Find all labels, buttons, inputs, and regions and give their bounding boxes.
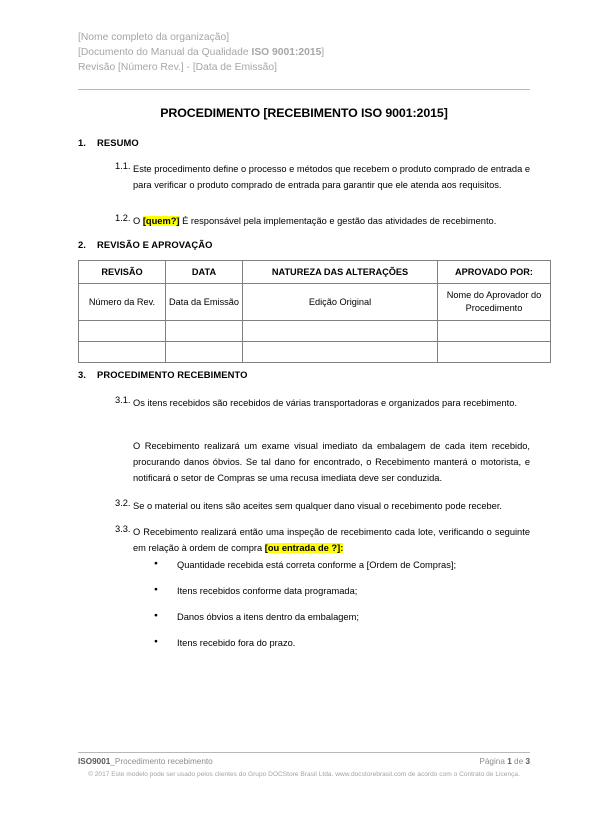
footer-page-current: 1 xyxy=(507,757,512,766)
item-1-2-number: 1.2. xyxy=(115,213,131,223)
footer-doc-code: ISO9001 xyxy=(78,757,111,766)
cell-revisao-2 xyxy=(79,321,166,342)
section-1-heading: RESUMO xyxy=(97,137,139,148)
section-3-number: 3. xyxy=(78,369,86,380)
page-title: PROCEDIMENTO [RECEBIMENTO ISO 9001:2015] xyxy=(160,106,448,120)
item-3-2-text: Se o material ou itens são aceites sem qualquer dano visual o recebimento pode receber. xyxy=(133,501,502,511)
cell-data-1: Data da Emissão xyxy=(166,284,243,321)
cell-aprovado-2 xyxy=(438,321,551,342)
item-3-3-text xyxy=(133,524,530,556)
item-1-2-post: É responsável pela implementação e gestão das atividades de recebimento. xyxy=(179,216,497,226)
item-3-1-number: 3.1. xyxy=(115,395,131,405)
table-row xyxy=(79,284,551,321)
cell-natureza-1: Edição Original xyxy=(243,284,438,321)
document-header xyxy=(78,30,530,75)
inspection-checklist xyxy=(152,558,512,662)
section-1-number: 1. xyxy=(78,137,86,148)
table-row xyxy=(79,342,551,363)
revision-approval-table xyxy=(78,260,551,363)
header-manual-line xyxy=(78,45,530,60)
header-revision-line: Revisão [Número Rev.] - [Data de Emissão] xyxy=(78,62,277,73)
header-iso-standard: ISO 9001:2015 xyxy=(251,47,322,58)
section-2-heading: REVISÃO E APROVAÇÃO xyxy=(97,239,213,250)
item-3-3-number: 3.3. xyxy=(115,524,131,534)
header-divider xyxy=(78,89,530,90)
cell-revisao-3 xyxy=(79,342,166,363)
table-header-row xyxy=(79,261,551,284)
footer-copyright: © 2017 Este modelo pode ser usado pelos clientes do Grupo DOCStore Brasil Ltda. www.docstorebrasil.com de acordo com o Contrato de Licença. xyxy=(88,771,520,778)
highlight-ou-entrada: [ou entrada de ?]: xyxy=(264,543,344,553)
cell-natureza-3 xyxy=(243,342,438,363)
cell-aprovado-1: Nome do Aprovador do Procedimento xyxy=(438,284,551,321)
header-manual-post: ] xyxy=(321,47,325,58)
footer-page-number xyxy=(479,757,530,766)
column-header-aprovado: APROVADO POR: xyxy=(438,261,551,284)
item-1-2-pre: O xyxy=(133,216,143,226)
header-organization-line: [Nome completo da organização] xyxy=(78,32,230,43)
cell-data-2 xyxy=(166,321,243,342)
footer-document-name xyxy=(78,757,213,766)
column-header-natureza: NATUREZA DAS ALTERAÇÕES xyxy=(243,261,438,284)
column-header-revisao: REVISÃO xyxy=(79,261,166,284)
section-3-heading: PROCEDIMENTO RECEBIMENTO xyxy=(97,369,248,380)
table-row xyxy=(79,321,551,342)
footer-divider xyxy=(78,752,530,753)
list-item: ● Quantidade recebida está correta conforme a [Ordem de Compras]; xyxy=(152,558,512,572)
item-3-1-paragraph-2: O Recebimento realizará um exame visual imediato da embalagem de cada item recebido, procurando danos óbvios. Se tal dano for encontrado, o Recebimento manterá o motorista, e notificará o setor de Compras se uma recusa imediata deve ser conduzida. xyxy=(133,441,530,483)
list-item: ● Itens recebidos conforme data programada; xyxy=(152,584,512,598)
cell-aprovado-3 xyxy=(438,342,551,363)
item-1-1-number: 1.1. xyxy=(115,161,131,171)
column-header-data: DATA xyxy=(166,261,243,284)
cell-revisao-1: Número da Rev. xyxy=(79,284,166,321)
item-3-1-text: Os itens recebidos são recebidos de várias transportadoras e organizados para recebimento. xyxy=(133,398,517,408)
header-manual-pre: [Documento do Manual da Qualidade xyxy=(78,47,252,58)
footer-doc-title: _Procedimento recebimento xyxy=(110,757,213,766)
list-item: ● Danos óbvios a itens dentro da embalagem; xyxy=(152,610,512,624)
footer-page-pre: Página xyxy=(479,757,508,766)
footer-page-mid: de xyxy=(511,757,526,766)
section-2-number: 2. xyxy=(78,239,86,250)
cell-natureza-2 xyxy=(243,321,438,342)
item-3-2-number: 3.2. xyxy=(115,498,131,508)
list-item: ● Itens recebido fora do prazo. xyxy=(152,636,512,650)
highlight-quem: [quem?] xyxy=(142,216,180,226)
item-1-2-text xyxy=(133,213,530,229)
footer-page-total: 3 xyxy=(525,757,530,766)
item-1-1-text: Este procedimento define o processo e métodos que recebem o produto comprado de entrada e para verificar o produto comprado de entrada para garantir que ele atenda aos requisitos. xyxy=(133,164,530,190)
item-3-3-pre: O Recebimento realizará então uma inspeção de recebimento cada lote, verificando o seguinte em relação à ordem de compra xyxy=(133,527,530,553)
cell-data-3 xyxy=(166,342,243,363)
